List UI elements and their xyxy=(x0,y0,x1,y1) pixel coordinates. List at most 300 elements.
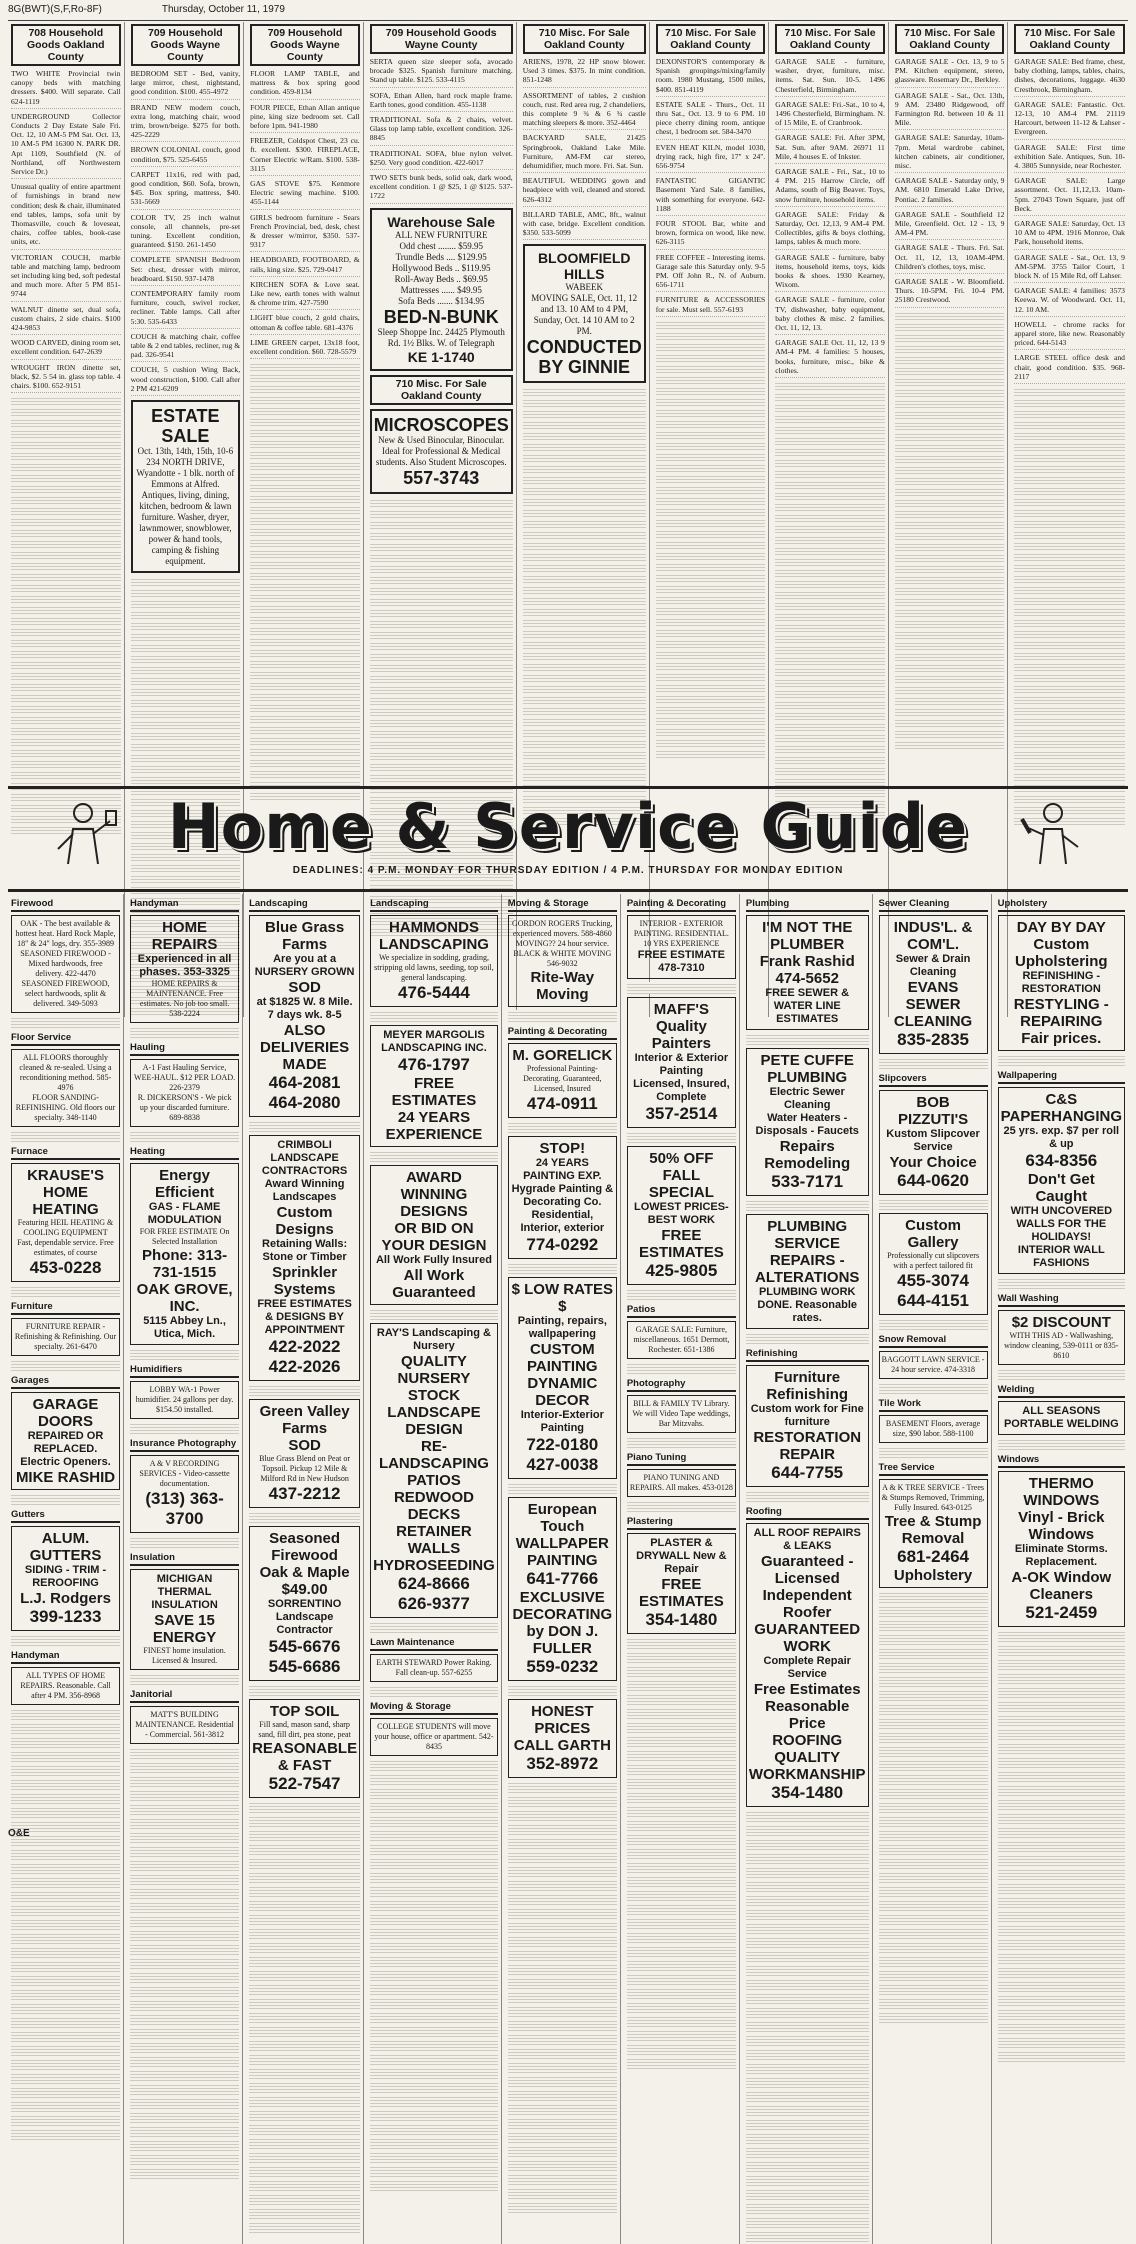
service-text-block xyxy=(998,1054,1125,1066)
classified-text-block xyxy=(775,447,885,456)
classified-text-block xyxy=(775,546,885,555)
classified-ad: KIRCHEN SOFA & Love seat. Like new, earth tones with walnut & chrome trim. 427-7590 xyxy=(250,280,360,311)
service-ad-line: Custom Gallery xyxy=(905,1217,961,1251)
service-text-block xyxy=(370,1759,498,1771)
classified-text-block xyxy=(250,560,360,569)
service-ad-line: PLASTER & DRYWALL New & Repair xyxy=(636,1537,727,1575)
classified-ad: COUCH, 5 cushion Wing Back, wood construction, $100. Call after 2 PM 421-6209 xyxy=(131,365,241,396)
service-text-block xyxy=(746,1852,869,1864)
service-text-block xyxy=(627,1847,736,1859)
service-text-block xyxy=(746,1978,869,1990)
classified-ad: GARAGE SALE: Large assortment. Oct. 11,12,13. 10am-5pm. 27043 Town Square, just off Beck. xyxy=(1014,176,1125,216)
service-text-block xyxy=(627,1791,736,1803)
service-text-block xyxy=(508,1010,617,1022)
classified-text-block xyxy=(775,678,885,687)
classified-ad: ASSORTMENT of tables, 2 cushion couch, rust. Red area rug, 2 chandeliers, this complete 9 ¾ & 6 ¾ castle matching sleepers & more. 352-4464 xyxy=(523,91,646,131)
service-ad-line: KRAUSE'S HOME HEATING xyxy=(27,1167,104,1218)
service-text-block xyxy=(130,1673,239,1685)
service-text-block xyxy=(627,1945,736,1957)
classified-text-block xyxy=(370,553,513,562)
classified-text-block xyxy=(656,386,766,395)
service-text-block xyxy=(370,2053,498,2065)
classified-text-block xyxy=(775,590,885,599)
classified-text-block xyxy=(656,320,766,329)
microscopes-body: New & Used Binocular, Binocular. Ideal for Professional & Medical students. Also Student Microscopes. xyxy=(375,434,507,467)
service-text-block xyxy=(130,2153,239,2165)
classified-text-block xyxy=(11,671,121,680)
service-text-block xyxy=(11,1722,120,1734)
classified-text-block xyxy=(250,395,360,404)
service-ad xyxy=(11,915,120,1013)
service-ad-line: MOVING?? 24 hour service. BLACK & WHITE MOVING 546-9032 xyxy=(513,939,612,968)
classified-text-block xyxy=(1014,530,1125,539)
classified-ad: GARAGE SALE: First time exhibition Sale. Antiques, Sun. 10-4. 3805 Sunnyside, near Rochester. xyxy=(1014,143,1125,174)
service-text-block xyxy=(130,2027,239,2039)
classified-text-block xyxy=(523,695,646,704)
classified-text-block xyxy=(11,462,121,471)
classified-text-block xyxy=(523,519,646,528)
service-ad-line: Oak & Maple $49.00 xyxy=(259,1564,350,1598)
service-category-heading: Plumbing xyxy=(746,898,869,912)
service-text-block xyxy=(370,1997,498,2009)
service-ad-line: FREE ESTIMATES xyxy=(391,1075,477,1109)
service-ad-line: All Work Fully Insured xyxy=(375,1254,492,1266)
service-text-block xyxy=(11,1890,120,1902)
service-ad-line: TOP SOIL xyxy=(269,1703,340,1720)
service-text-block xyxy=(370,1815,498,1827)
service-ad-line: Professionally cut slipcovers with a perfect tailored fit xyxy=(887,1251,980,1270)
service-ad-line: Guaranteed - Licensed xyxy=(760,1553,854,1587)
service-text-block xyxy=(998,1644,1125,1656)
display-ad-subtitle: ALL NEW FURNITURE xyxy=(394,229,488,240)
service-ad-line: Painting, repairs, wallpapering xyxy=(517,1315,607,1340)
classified-text-block xyxy=(895,586,1005,595)
service-ad xyxy=(746,1365,869,1487)
service-ad-line: INDUS'L. & COM'L. xyxy=(893,919,973,953)
service-text-block xyxy=(879,1661,988,1673)
classified-ad: BILLARD TABLE, AMC, 8ft., walnut with case, bridge. Excellent condition. $350. 533-5099 xyxy=(523,210,646,241)
service-text-block xyxy=(998,1882,1125,1894)
classified-text-block xyxy=(250,714,360,723)
service-text-block xyxy=(370,2025,498,2037)
service-ad xyxy=(11,1526,120,1631)
classified-ad: GARAGE SALE - Southfield 12 Mile, Greenfield. Oct. 12 - 13, 9 AM-4 PM. xyxy=(895,210,1005,241)
service-ad-line: 476-1797 xyxy=(398,1055,470,1074)
classified-text-block xyxy=(523,618,646,627)
classified-text-block xyxy=(895,344,1005,353)
classified-text-block xyxy=(656,441,766,450)
classified-text-block xyxy=(775,414,885,423)
service-text-block xyxy=(627,1861,736,1873)
classified-text-block xyxy=(775,502,885,511)
service-text-block xyxy=(249,2109,360,2121)
service-text-block xyxy=(249,1983,360,1995)
classified-text-block xyxy=(775,645,885,654)
service-ad xyxy=(370,1165,498,1305)
service-ad-line: Fast, dependable service. Free estimates, of course xyxy=(17,1238,114,1257)
classified-text-block xyxy=(11,583,121,592)
service-text-block xyxy=(130,2125,239,2137)
service-text-block xyxy=(249,2221,360,2233)
service-text-block xyxy=(998,1826,1125,1838)
service-ad-line: Fair prices. xyxy=(1021,1030,1102,1047)
classified-ad: CARPET 11x16, red with pad, good condition, $60. Sofa, brown, $45. Box spring, mattress, $40. 531-5669 xyxy=(131,170,241,210)
service-ad xyxy=(998,915,1125,1051)
service-text-block xyxy=(746,1824,869,1836)
classified-text-block xyxy=(250,648,360,657)
service-ad-line: 522-7547 xyxy=(268,1774,341,1793)
service-text-block xyxy=(11,2114,120,2126)
service-category-heading: Hauling xyxy=(130,1042,239,1056)
service-text-block xyxy=(249,1843,360,1855)
service-ad xyxy=(879,1090,988,1195)
service-text-block xyxy=(746,2104,869,2116)
service-ad-line: Complete Repair Service xyxy=(763,1655,851,1680)
service-text-block xyxy=(627,2057,736,2069)
classified-text-block xyxy=(1014,728,1125,737)
service-text-block xyxy=(370,2165,498,2177)
service-text-block xyxy=(746,1992,869,2004)
classified-text-block xyxy=(11,396,121,405)
classified-text-block xyxy=(1014,629,1125,638)
classified-text-block xyxy=(775,766,885,775)
service-ad-line: DAY BY DAY xyxy=(1016,919,1106,936)
service-category-heading: Landscaping xyxy=(249,898,360,912)
classified-text-block xyxy=(250,505,360,514)
service-text-block xyxy=(370,1927,498,1939)
classified-text-block xyxy=(895,322,1005,331)
service-ad-line: 5115 Abbey Ln., Utica, Mich. xyxy=(143,1315,226,1340)
classified-text-block xyxy=(523,420,646,429)
classified-text-block xyxy=(250,439,360,448)
classified-ad: Unusual quality of entire apartment of furnishings in brand new condition; desk & chair, illuminated end tables, lamps, sofa unit by Thomasville, couch & loveseat, chairs, coffee tables, book-case units, etc. xyxy=(11,182,121,249)
service-text-block xyxy=(998,1368,1125,1380)
service-text-block xyxy=(130,2041,239,2053)
classified-text-block xyxy=(1014,607,1125,616)
service-ad-line: GARAGE SALE: Furniture, miscellaneous. 1651 Dermott, Rochester. 651-1386 xyxy=(633,1325,730,1354)
service-ad-line: 425-9805 xyxy=(645,1261,718,1280)
service-ad-line: BASEMENT Floors, average size, $90 labor. 588-1100 xyxy=(885,1419,981,1438)
classified-section xyxy=(8,22,1128,784)
classified-text-block xyxy=(656,540,766,549)
service-text-block xyxy=(627,1833,736,1845)
classified-ad: GARAGE SALE - furniture, washer, dryer, furniture, misc. items. Sat. Sun. 10-5. 1496 Chesterfield, Birmingham. xyxy=(775,57,885,97)
service-text-block xyxy=(508,1907,617,1919)
classified-text-block xyxy=(523,728,646,737)
classified-text-block xyxy=(1014,662,1125,671)
service-text-block xyxy=(249,2095,360,2107)
service-text-block xyxy=(11,1932,120,1944)
service-text-block xyxy=(370,1913,498,1925)
display-ad-title: BLOOMFIELD HILLS xyxy=(537,250,631,283)
column-heading: 709 Household Goods Wayne County xyxy=(370,24,513,54)
classified-text-block xyxy=(370,597,513,606)
service-text-block xyxy=(11,1708,120,1720)
service-ad-line: European Touch xyxy=(527,1501,597,1535)
service-text-block xyxy=(249,1815,360,1827)
service-text-block xyxy=(879,1198,988,1210)
classified-text-block xyxy=(1014,750,1125,759)
classified-text-block xyxy=(895,542,1005,551)
classified-text-block xyxy=(895,630,1005,639)
estate-sale-title: ESTATE SALE xyxy=(151,406,220,447)
service-text-block xyxy=(627,1500,736,1512)
classified-text-block xyxy=(11,737,121,746)
service-text-block xyxy=(249,2179,360,2191)
service-ad-line: WALLPAPER PAINTING xyxy=(515,1535,609,1569)
service-ad xyxy=(11,1318,120,1356)
classified-text-block xyxy=(895,432,1005,441)
service-text-block xyxy=(370,2137,498,2149)
classified-text-block xyxy=(775,755,885,764)
classified-ad: FOUR STOOL Bar, white and brown, formica on wood, like new. 626-3115 xyxy=(656,219,766,250)
classified-ad: LARGE STEEL office desk and chair, good condition. $35. 968-2117 xyxy=(1014,353,1125,384)
classified-text-block xyxy=(11,550,121,559)
service-ad-line: HOME REPAIRS & MAINTENANCE. Free estimates. No job too small. 538-2224 xyxy=(139,979,230,1018)
service-ad-line: by DON J. FULLER xyxy=(526,1623,599,1657)
classified-text-block xyxy=(370,498,513,507)
service-category-heading: Windows xyxy=(998,1454,1125,1468)
service-text-block xyxy=(746,1936,869,1948)
service-text-block xyxy=(879,1815,988,1827)
classified-text-block xyxy=(895,443,1005,452)
service-text-block xyxy=(508,1837,617,1849)
classified-text-block xyxy=(11,726,121,735)
service-ad-line: WITH UNCOVERED WALLS FOR THE HOLIDAYS! xyxy=(1010,1205,1113,1243)
classified-ad: VICTORIAN COUCH, marble table and matching lamp, bedroom set including king bed, soft pedestal and much more. After 5 PM 851-9744 xyxy=(11,253,121,302)
classified-text-block xyxy=(250,725,360,734)
classified-text-block xyxy=(1014,739,1125,748)
service-text-block xyxy=(998,1994,1125,2006)
classified-text-block xyxy=(656,749,766,758)
service-column xyxy=(505,894,621,2244)
display-ad-subtitle: WABEEK xyxy=(565,282,603,293)
service-text-block xyxy=(746,1908,869,1920)
classified-text-block xyxy=(895,520,1005,529)
service-ad xyxy=(11,1049,120,1127)
classified-text-block xyxy=(370,696,513,705)
service-text-block xyxy=(508,1851,617,1863)
service-text-block xyxy=(130,2055,239,2067)
classified-text-block xyxy=(250,516,360,525)
classified-text-block xyxy=(11,605,121,614)
service-text-block xyxy=(370,2039,498,2051)
service-text-block xyxy=(130,1348,239,1360)
service-text-block xyxy=(879,1983,988,1995)
service-text-block xyxy=(746,2034,869,2046)
service-text-block xyxy=(508,1991,617,2003)
service-ad-line: Kustom Slipcover Service xyxy=(886,1128,980,1153)
service-column xyxy=(624,894,740,2244)
classified-text-block xyxy=(523,508,646,517)
classified-text-block xyxy=(250,659,360,668)
service-text-block xyxy=(249,1871,360,1883)
classified-text-block xyxy=(523,497,646,506)
service-ad-line: 354-1480 xyxy=(771,1783,844,1802)
classified-text-block xyxy=(250,384,360,393)
classified-text-block xyxy=(370,575,513,584)
classified-text-block xyxy=(656,694,766,703)
service-text-block xyxy=(11,2002,120,2014)
classified-text-block xyxy=(11,594,121,603)
service-ad xyxy=(370,1654,498,1682)
service-ad-line: 722-0180 427-0038 xyxy=(526,1435,599,1474)
classified-text-block xyxy=(131,676,241,685)
service-text-block xyxy=(249,1511,360,1523)
service-ad-line: PLUMBING SERVICE xyxy=(767,1218,848,1252)
classified-text-block xyxy=(775,733,885,742)
classified-text-block xyxy=(370,619,513,628)
service-text-block xyxy=(370,2095,498,2107)
classified-text-block xyxy=(895,476,1005,485)
service-text-block xyxy=(627,982,736,994)
service-ad xyxy=(130,1569,239,1670)
service-ad xyxy=(998,1087,1125,1274)
classified-text-block xyxy=(131,731,241,740)
service-text-block xyxy=(746,2188,869,2200)
column-heading: 710 Misc. For Sale Oakland County xyxy=(895,24,1005,54)
classified-text-block xyxy=(895,619,1005,628)
service-ad-line: DYNAMIC DECOR xyxy=(527,1375,598,1409)
service-text-block xyxy=(130,1943,239,1955)
service-ad-line: ALL ROOF REPAIRS & LEAKS xyxy=(753,1527,861,1552)
service-ad-line: CUSTOM PAINTING xyxy=(527,1341,598,1375)
service-text-block xyxy=(130,1859,239,1871)
service-ad-line: 774-0292 xyxy=(526,1235,599,1254)
classified-text-block xyxy=(523,574,646,583)
service-ad xyxy=(627,915,736,979)
service-text-block xyxy=(130,1957,239,1969)
service-text-block xyxy=(627,2015,736,2027)
classified-ad: GARAGE SALE: Saturday, Oct. 13 10 AM to 4PM. 1916 Monroe, Oak Park, household items. xyxy=(1014,219,1125,250)
service-ad-line: Sprinkler Systems xyxy=(272,1264,338,1298)
service-ad-line: Experienced in all phases. 353-3325 xyxy=(137,953,232,978)
service-text-block xyxy=(370,2081,498,2093)
service-ad-line: HAMMONDS LANDSCAPING xyxy=(378,919,489,953)
service-text-block xyxy=(11,1918,120,1930)
service-text-block xyxy=(508,1977,617,1989)
classified-text-block xyxy=(370,707,513,716)
service-ad xyxy=(508,1277,617,1479)
service-ad-line: STOP! xyxy=(539,1140,586,1157)
service-text-block xyxy=(130,2167,239,2179)
classified-ad: GARAGE SALE: Fri. After 3PM, Sat. Sun. after 9AM. 26971 11 Mile, 4 houses E. of Inkster. xyxy=(775,133,885,164)
classified-text-block xyxy=(895,399,1005,408)
service-text-block xyxy=(249,1801,360,1813)
classified-text-block xyxy=(1014,519,1125,528)
classified-ad: BROWN COLONIAL couch, good condition, $75. 525-6455 xyxy=(131,145,241,166)
service-ad xyxy=(746,1214,869,1329)
classified-text-block xyxy=(131,742,241,751)
newspaper-page xyxy=(8,4,1128,1839)
service-ad xyxy=(879,915,988,1054)
service-ad-line: 476-5444 xyxy=(398,983,470,1002)
classified-ad: TWO SETS bunk beds, solid oak, dark wood, excellent condition. 1 @ $25, 1 @ $125. 537-1722 xyxy=(370,173,513,204)
service-text-block xyxy=(627,1903,736,1915)
service-text-block xyxy=(249,2053,360,2065)
display-ad-name: CONDUCTED BY GINNIE xyxy=(526,337,642,378)
service-text-block xyxy=(370,2109,498,2121)
classified-text-block xyxy=(250,549,360,558)
service-text-block xyxy=(998,1714,1125,1726)
service-text-block xyxy=(879,1318,988,1330)
service-text-block xyxy=(746,2146,869,2158)
service-text-block xyxy=(508,1823,617,1835)
service-text-block xyxy=(998,1784,1125,1796)
classified-text-block xyxy=(656,507,766,516)
display-ad-line: Sofa Beds ....... $134.95 xyxy=(398,295,485,306)
service-category-heading: Wallpapering xyxy=(998,1070,1125,1084)
classified-ad: HEADBOARD, FOOTBOARD, & rails, king size. $25. 729-0417 xyxy=(250,255,360,276)
service-text-block xyxy=(879,2011,988,2023)
service-text-block xyxy=(998,1686,1125,1698)
classified-text-block xyxy=(523,629,646,638)
service-category-heading: Insurance Photography xyxy=(130,1438,239,1452)
service-ad-line: Frank Rashid 474-5652 xyxy=(759,953,855,987)
classified-ad: BEDROOM SET - Bed, vanity, large mirror, chest, nightstand, good condition. $100. 455-4972 xyxy=(131,69,241,100)
classified-text-block xyxy=(895,454,1005,463)
service-text-block xyxy=(249,1927,360,1939)
classified-text-block xyxy=(131,665,241,674)
service-text-block xyxy=(998,2050,1125,2062)
microscopes-title: MICROSCOPES xyxy=(373,414,509,435)
service-ad-line: Repairs Remodeling xyxy=(764,1138,851,1172)
service-text-block xyxy=(627,1973,736,1985)
classified-text-block xyxy=(895,377,1005,386)
classified-text-block xyxy=(370,586,513,595)
service-ad-line: 354-1480 xyxy=(645,1610,718,1629)
classified-text-block xyxy=(250,703,360,712)
service-text-block xyxy=(627,1889,736,1901)
service-text-block xyxy=(130,1845,239,1857)
service-column xyxy=(367,894,502,2244)
service-ad-line: Water Heaters - Disposals - Faucets xyxy=(755,1112,859,1137)
classified-text-block xyxy=(656,573,766,582)
classified-text-block xyxy=(1014,497,1125,506)
classified-text-block xyxy=(370,531,513,540)
column-heading: 709 Household Goods Wayne County xyxy=(131,24,241,66)
service-text-block xyxy=(879,1675,988,1687)
classified-text-block xyxy=(370,608,513,617)
service-ad-line: CRIMBOLI LANDSCAPE CONTRACTORS xyxy=(261,1139,348,1177)
classified-text-block xyxy=(11,693,121,702)
service-text-block xyxy=(746,1199,869,1211)
service-ad-line: Energy Efficient xyxy=(154,1167,215,1201)
service-ad-line: $2 DISCOUNT xyxy=(1011,1314,1111,1331)
classified-text-block xyxy=(131,753,241,762)
classified-text-block xyxy=(656,364,766,373)
service-text-block xyxy=(370,1150,498,1162)
service-ad-line: R. DICKERSON'S - We pick up your discarded furniture. 689-8838 xyxy=(137,1093,232,1122)
classified-text-block xyxy=(656,584,766,593)
classified-ad: SOFA, Ethan Allen, hard rock maple frame. Earth tones, good condition. 455-1138 xyxy=(370,91,513,112)
service-ad-line: 559-0232 xyxy=(526,1657,599,1676)
service-ad-line: HYDROSEEDING xyxy=(373,1557,495,1574)
service-category-heading: Floor Service xyxy=(11,1032,120,1046)
service-text-block xyxy=(370,1983,498,1995)
classified-text-block xyxy=(775,722,885,731)
service-text-block xyxy=(249,2039,360,2051)
service-ad-line: REDWOOD DECKS xyxy=(393,1489,474,1523)
service-text-block xyxy=(508,2103,617,2115)
service-ad-line: HOME REPAIRS xyxy=(151,919,218,953)
classified-text-block xyxy=(1014,475,1125,484)
classified-text-block xyxy=(1014,541,1125,550)
classified-text-block xyxy=(11,627,121,636)
deadline-note: DEADLINES: 4 P.M. MONDAY FOR THURSDAY EDITION / 4 P.M. THURSDAY FOR MONDAY EDITION xyxy=(292,865,844,876)
service-ad-line: EVANS SEWER CLEANING xyxy=(893,979,973,1030)
classified-text-block xyxy=(523,772,646,781)
